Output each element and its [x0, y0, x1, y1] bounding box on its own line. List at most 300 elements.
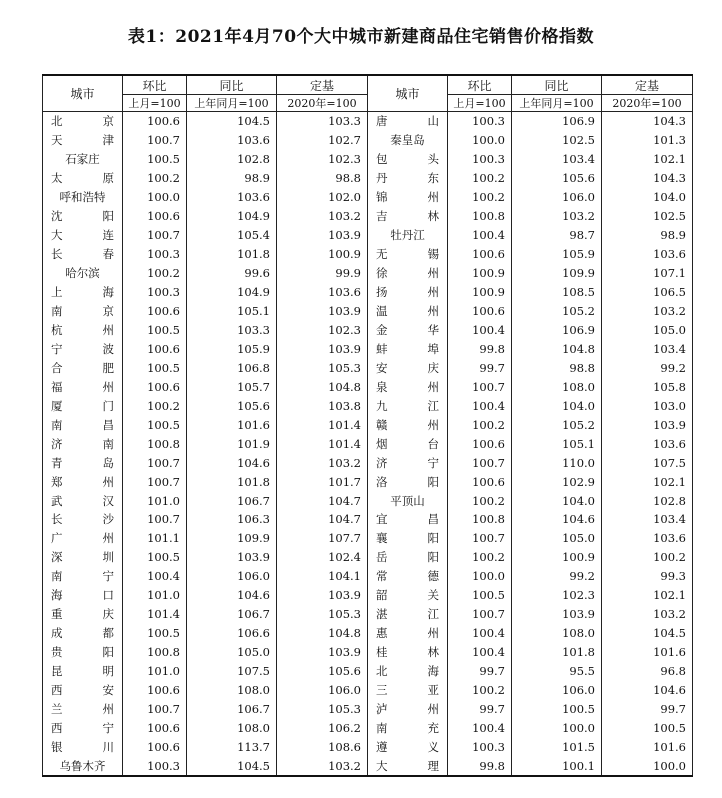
left-mom-cell: 100.5: [123, 320, 187, 339]
right-yoy-cell: 103.2: [512, 207, 602, 226]
left-city-cell: 北 京: [43, 112, 123, 131]
right-yoy-cell: 108.5: [512, 283, 602, 302]
right-city-cell: 温 州: [368, 302, 448, 321]
left-yoy-cell: 106.8: [187, 358, 277, 377]
right-yoy-cell: 100.5: [512, 700, 602, 719]
left-yoy-cell: 104.6: [187, 586, 277, 605]
table-body: [43, 112, 693, 777]
left-yoy-cell: 104.6: [187, 453, 277, 472]
right-yoy-cell: 100.1: [512, 756, 602, 776]
left-city-cell: 上 海: [43, 283, 123, 302]
left-fixed-cell: 106.2: [277, 719, 368, 738]
left-fixed-cell: 101.4: [277, 415, 368, 434]
left-mom-cell: 100.2: [123, 264, 187, 283]
left-mom-cell: 100.8: [123, 643, 187, 662]
right-fixed-cell: 98.9: [602, 226, 693, 245]
left-city-cell: 厦 门: [43, 396, 123, 415]
table-row: [43, 283, 693, 302]
right-mom-cell: 100.4: [448, 396, 512, 415]
left-mom-cell: 100.6: [123, 377, 187, 396]
right-fixed-cell: 101.3: [602, 131, 693, 150]
right-city-cell: 宜 昌: [368, 510, 448, 529]
table-row: [43, 548, 693, 567]
table-row: [43, 302, 693, 321]
right-yoy-cell: 106.0: [512, 681, 602, 700]
left-fixed-cell: 102.3: [277, 320, 368, 339]
left-yoy-cell: 106.3: [187, 510, 277, 529]
left-mom-cell: 100.0: [123, 188, 187, 207]
right-fixed-cell: 103.9: [602, 415, 693, 434]
left-yoy-cell: 101.9: [187, 434, 277, 453]
left-fixed-cell: 105.6: [277, 662, 368, 681]
right-city-cell: 襄 阳: [368, 529, 448, 548]
left-yoy-cell: 105.0: [187, 643, 277, 662]
right-mom-cell: 100.0: [448, 131, 512, 150]
right-fixed-cell: 104.3: [602, 169, 693, 188]
left-city-cell: 石家庄: [43, 150, 123, 169]
left-fixed-cell: 102.7: [277, 131, 368, 150]
right-mom-cell: 100.3: [448, 112, 512, 131]
left-fixed-cell: 103.3: [277, 112, 368, 131]
city-header-right: 城市: [368, 75, 448, 112]
left-city-cell: 南 京: [43, 302, 123, 321]
right-yoy-cell: 100.0: [512, 719, 602, 738]
table-row: [43, 719, 693, 738]
right-fixed-cell: 105.8: [602, 377, 693, 396]
left-mom-cell: 100.6: [123, 719, 187, 738]
table-row: [43, 131, 693, 150]
right-city-cell: 洛 阳: [368, 472, 448, 491]
right-yoy-cell: 104.6: [512, 510, 602, 529]
right-city-cell: 遵 义: [368, 737, 448, 756]
mom-header-right: 环比: [448, 75, 512, 95]
left-fixed-cell: 103.9: [277, 339, 368, 358]
right-city-cell: 泸 州: [368, 700, 448, 719]
right-yoy-cell: 108.0: [512, 624, 602, 643]
right-yoy-cell: 102.9: [512, 472, 602, 491]
left-yoy-cell: 106.7: [187, 491, 277, 510]
right-mom-cell: 100.4: [448, 719, 512, 738]
left-city-cell: 哈尔滨: [43, 264, 123, 283]
right-mom-cell: 100.2: [448, 415, 512, 434]
right-yoy-cell: 105.2: [512, 302, 602, 321]
left-city-cell: 合 肥: [43, 358, 123, 377]
left-city-cell: 成 都: [43, 624, 123, 643]
left-city-cell: 银 川: [43, 737, 123, 756]
right-city-cell: 北 海: [368, 662, 448, 681]
right-city-cell: 唐 山: [368, 112, 448, 131]
left-city-cell: 武 汉: [43, 491, 123, 510]
left-city-cell: 长 春: [43, 245, 123, 264]
left-fixed-cell: 101.4: [277, 434, 368, 453]
table-row: [43, 472, 693, 491]
right-mom-cell: 100.2: [448, 548, 512, 567]
table-row: [43, 756, 693, 776]
right-mom-cell: 100.4: [448, 624, 512, 643]
right-fixed-cell: 107.1: [602, 264, 693, 283]
left-yoy-cell: 106.0: [187, 567, 277, 586]
table-row: [43, 624, 693, 643]
right-yoy-cell: 105.9: [512, 245, 602, 264]
left-city-cell: 宁 波: [43, 339, 123, 358]
left-mom-cell: 100.6: [123, 302, 187, 321]
yoy-header-left: 同比: [187, 75, 277, 95]
right-yoy-cell: 104.0: [512, 491, 602, 510]
right-city-cell: 丹 东: [368, 169, 448, 188]
right-city-cell: 桂 林: [368, 643, 448, 662]
left-fixed-cell: 107.7: [277, 529, 368, 548]
right-yoy-cell: 105.0: [512, 529, 602, 548]
right-fixed-cell: 100.5: [602, 719, 693, 738]
left-fixed-cell: 103.2: [277, 453, 368, 472]
right-yoy-cell: 101.5: [512, 737, 602, 756]
left-fixed-cell: 104.7: [277, 510, 368, 529]
city-header-left: 城市: [43, 75, 123, 112]
left-fixed-cell: 103.9: [277, 643, 368, 662]
right-fixed-cell: 103.2: [602, 302, 693, 321]
fixed-base-left: 2020年=100: [277, 95, 368, 112]
right-mom-cell: 100.9: [448, 283, 512, 302]
left-fixed-cell: 102.0: [277, 188, 368, 207]
left-yoy-cell: 103.3: [187, 320, 277, 339]
right-city-cell: 金 华: [368, 320, 448, 339]
left-fixed-cell: 103.8: [277, 396, 368, 415]
left-mom-cell: 100.7: [123, 226, 187, 245]
left-city-cell: 兰 州: [43, 700, 123, 719]
left-mom-cell: 101.1: [123, 529, 187, 548]
table-row: [43, 377, 693, 396]
table-row: [43, 737, 693, 756]
left-yoy-cell: 104.9: [187, 283, 277, 302]
table-row: [43, 491, 693, 510]
left-yoy-cell: 113.7: [187, 737, 277, 756]
right-city-cell: 韶 关: [368, 586, 448, 605]
right-mom-cell: 100.7: [448, 605, 512, 624]
left-city-cell: 太 原: [43, 169, 123, 188]
left-city-cell: 南 昌: [43, 415, 123, 434]
yoy-base-right: 上年同月=100: [512, 95, 602, 112]
yoy-base-left: 上年同月=100: [187, 95, 277, 112]
left-fixed-cell: 103.9: [277, 226, 368, 245]
right-fixed-cell: 106.5: [602, 283, 693, 302]
left-mom-cell: 100.6: [123, 112, 187, 131]
left-city-cell: 大 连: [43, 226, 123, 245]
right-mom-cell: 100.3: [448, 150, 512, 169]
right-city-cell: 九 江: [368, 396, 448, 415]
left-mom-cell: 100.3: [123, 756, 187, 776]
left-fixed-cell: 101.7: [277, 472, 368, 491]
right-fixed-cell: 103.6: [602, 245, 693, 264]
right-fixed-cell: 104.5: [602, 624, 693, 643]
table-row: [43, 320, 693, 339]
right-fixed-cell: 104.0: [602, 188, 693, 207]
left-city-cell: 贵 阳: [43, 643, 123, 662]
right-mom-cell: 100.3: [448, 737, 512, 756]
left-fixed-cell: 104.8: [277, 377, 368, 396]
right-fixed-cell: 107.5: [602, 453, 693, 472]
left-city-cell: 西 宁: [43, 719, 123, 738]
right-mom-cell: 100.6: [448, 245, 512, 264]
right-fixed-cell: 105.0: [602, 320, 693, 339]
left-yoy-cell: 106.7: [187, 605, 277, 624]
right-fixed-cell: 103.0: [602, 396, 693, 415]
right-yoy-cell: 102.5: [512, 131, 602, 150]
left-fixed-cell: 99.9: [277, 264, 368, 283]
left-city-cell: 青 岛: [43, 453, 123, 472]
left-fixed-cell: 105.3: [277, 605, 368, 624]
left-fixed-cell: 108.6: [277, 737, 368, 756]
left-fixed-cell: 105.3: [277, 358, 368, 377]
right-fixed-cell: 103.6: [602, 434, 693, 453]
mom-base-left: 上月=100: [123, 95, 187, 112]
right-city-cell: 吉 林: [368, 207, 448, 226]
fixed-base-right: 2020年=100: [602, 95, 693, 112]
left-mom-cell: 100.7: [123, 700, 187, 719]
right-yoy-cell: 104.8: [512, 339, 602, 358]
right-city-cell: 南 充: [368, 719, 448, 738]
table-row: [43, 643, 693, 662]
right-city-cell: 济 宁: [368, 453, 448, 472]
left-mom-cell: 100.4: [123, 567, 187, 586]
left-mom-cell: 100.6: [123, 207, 187, 226]
right-fixed-cell: 101.6: [602, 737, 693, 756]
right-mom-cell: 100.4: [448, 320, 512, 339]
right-city-cell: 秦皇岛: [368, 131, 448, 150]
right-fixed-cell: 103.4: [602, 510, 693, 529]
right-city-cell: 锦 州: [368, 188, 448, 207]
left-mom-cell: 101.0: [123, 491, 187, 510]
left-city-cell: 郑 州: [43, 472, 123, 491]
right-mom-cell: 100.2: [448, 169, 512, 188]
right-mom-cell: 100.2: [448, 188, 512, 207]
left-mom-cell: 100.2: [123, 169, 187, 188]
left-city-cell: 广 州: [43, 529, 123, 548]
left-mom-cell: 101.0: [123, 586, 187, 605]
right-mom-cell: 99.7: [448, 662, 512, 681]
table-row: [43, 112, 693, 131]
left-mom-cell: 100.6: [123, 339, 187, 358]
left-city-cell: 长 沙: [43, 510, 123, 529]
left-mom-cell: 100.5: [123, 415, 187, 434]
right-mom-cell: 100.7: [448, 453, 512, 472]
left-mom-cell: 101.4: [123, 605, 187, 624]
table-row: [43, 245, 693, 264]
left-yoy-cell: 105.4: [187, 226, 277, 245]
right-mom-cell: 99.8: [448, 756, 512, 776]
table-row: [43, 434, 693, 453]
right-fixed-cell: 102.8: [602, 491, 693, 510]
right-mom-cell: 100.2: [448, 491, 512, 510]
left-mom-cell: 100.7: [123, 510, 187, 529]
right-mom-cell: 100.2: [448, 681, 512, 700]
left-fixed-cell: 98.8: [277, 169, 368, 188]
left-mom-cell: 100.2: [123, 396, 187, 415]
left-mom-cell: 100.7: [123, 472, 187, 491]
price-index-table: [42, 74, 693, 777]
right-fixed-cell: 103.4: [602, 339, 693, 358]
table-row: [43, 169, 693, 188]
left-city-cell: 昆 明: [43, 662, 123, 681]
left-yoy-cell: 109.9: [187, 529, 277, 548]
right-yoy-cell: 95.5: [512, 662, 602, 681]
right-fixed-cell: 96.8: [602, 662, 693, 681]
left-city-cell: 乌鲁木齐: [43, 756, 123, 776]
left-mom-cell: 100.6: [123, 737, 187, 756]
left-yoy-cell: 102.8: [187, 150, 277, 169]
left-yoy-cell: 105.1: [187, 302, 277, 321]
right-mom-cell: 100.0: [448, 567, 512, 586]
left-fixed-cell: 103.9: [277, 586, 368, 605]
right-fixed-cell: 104.6: [602, 681, 693, 700]
left-mom-cell: 100.8: [123, 434, 187, 453]
table-row: [43, 339, 693, 358]
left-fixed-cell: 104.1: [277, 567, 368, 586]
right-city-cell: 扬 州: [368, 283, 448, 302]
right-mom-cell: 99.7: [448, 700, 512, 719]
left-city-cell: 海 口: [43, 586, 123, 605]
right-yoy-cell: 106.0: [512, 188, 602, 207]
right-city-cell: 赣 州: [368, 415, 448, 434]
right-yoy-cell: 106.9: [512, 320, 602, 339]
left-yoy-cell: 101.6: [187, 415, 277, 434]
left-mom-cell: 100.3: [123, 283, 187, 302]
right-fixed-cell: 99.7: [602, 700, 693, 719]
right-yoy-cell: 103.9: [512, 605, 602, 624]
table-row: [43, 510, 693, 529]
mom-base-right: 上月=100: [448, 95, 512, 112]
left-city-cell: 杭 州: [43, 320, 123, 339]
right-yoy-cell: 98.8: [512, 358, 602, 377]
table-row: [43, 415, 693, 434]
left-fixed-cell: 102.3: [277, 150, 368, 169]
right-city-cell: 惠 州: [368, 624, 448, 643]
left-mom-cell: 100.5: [123, 150, 187, 169]
left-fixed-cell: 104.7: [277, 491, 368, 510]
right-city-cell: 平顶山: [368, 491, 448, 510]
right-city-cell: 蚌 埠: [368, 339, 448, 358]
left-yoy-cell: 103.9: [187, 548, 277, 567]
right-fixed-cell: 99.3: [602, 567, 693, 586]
left-yoy-cell: 105.6: [187, 396, 277, 415]
left-mom-cell: 100.7: [123, 131, 187, 150]
left-mom-cell: 100.5: [123, 358, 187, 377]
table-row: [43, 396, 693, 415]
left-yoy-cell: 99.6: [187, 264, 277, 283]
right-fixed-cell: 100.2: [602, 548, 693, 567]
left-yoy-cell: 103.6: [187, 131, 277, 150]
left-fixed-cell: 102.4: [277, 548, 368, 567]
fixed-header-right: 定基: [602, 75, 693, 95]
table-row: [43, 586, 693, 605]
right-mom-cell: 100.6: [448, 302, 512, 321]
left-city-cell: 呼和浩特: [43, 188, 123, 207]
table-row: [43, 567, 693, 586]
right-fixed-cell: 100.0: [602, 756, 693, 776]
table-row: [43, 662, 693, 681]
right-yoy-cell: 105.1: [512, 434, 602, 453]
right-mom-cell: 100.8: [448, 207, 512, 226]
mom-header-left: 环比: [123, 75, 187, 95]
left-yoy-cell: 106.7: [187, 700, 277, 719]
left-yoy-cell: 108.0: [187, 681, 277, 700]
left-yoy-cell: 98.9: [187, 169, 277, 188]
right-yoy-cell: 101.8: [512, 643, 602, 662]
left-yoy-cell: 105.7: [187, 377, 277, 396]
table-row: [43, 453, 693, 472]
left-mom-cell: 101.0: [123, 662, 187, 681]
right-yoy-cell: 98.7: [512, 226, 602, 245]
left-fixed-cell: 103.6: [277, 283, 368, 302]
right-yoy-cell: 109.9: [512, 264, 602, 283]
left-fixed-cell: 100.9: [277, 245, 368, 264]
left-city-cell: 重 庆: [43, 605, 123, 624]
right-fixed-cell: 102.5: [602, 207, 693, 226]
left-mom-cell: 100.3: [123, 245, 187, 264]
right-mom-cell: 99.8: [448, 339, 512, 358]
left-city-cell: 天 津: [43, 131, 123, 150]
right-city-cell: 三 亚: [368, 681, 448, 700]
right-fixed-cell: 103.2: [602, 605, 693, 624]
right-yoy-cell: 103.4: [512, 150, 602, 169]
right-city-cell: 牡丹江: [368, 226, 448, 245]
right-city-cell: 无 锡: [368, 245, 448, 264]
left-fixed-cell: 104.8: [277, 624, 368, 643]
right-fixed-cell: 102.1: [602, 150, 693, 169]
right-fixed-cell: 101.6: [602, 643, 693, 662]
left-city-cell: 西 安: [43, 681, 123, 700]
left-yoy-cell: 108.0: [187, 719, 277, 738]
left-yoy-cell: 101.8: [187, 245, 277, 264]
right-yoy-cell: 105.2: [512, 415, 602, 434]
left-fixed-cell: 103.2: [277, 756, 368, 776]
right-mom-cell: 100.9: [448, 264, 512, 283]
left-yoy-cell: 103.6: [187, 188, 277, 207]
right-yoy-cell: 100.9: [512, 548, 602, 567]
left-mom-cell: 100.5: [123, 624, 187, 643]
left-yoy-cell: 104.5: [187, 756, 277, 776]
right-city-cell: 烟 台: [368, 434, 448, 453]
right-yoy-cell: 108.0: [512, 377, 602, 396]
right-city-cell: 安 庆: [368, 358, 448, 377]
left-city-cell: 沈 阳: [43, 207, 123, 226]
right-yoy-cell: 110.0: [512, 453, 602, 472]
left-city-cell: 深 圳: [43, 548, 123, 567]
right-fixed-cell: 104.3: [602, 112, 693, 131]
table-row: [43, 150, 693, 169]
right-mom-cell: 100.5: [448, 586, 512, 605]
fixed-header-left: 定基: [277, 75, 368, 95]
right-mom-cell: 100.8: [448, 510, 512, 529]
left-fixed-cell: 103.2: [277, 207, 368, 226]
yoy-header-right: 同比: [512, 75, 602, 95]
right-mom-cell: 100.4: [448, 643, 512, 662]
right-mom-cell: 99.7: [448, 358, 512, 377]
left-yoy-cell: 104.9: [187, 207, 277, 226]
right-city-cell: 常 德: [368, 567, 448, 586]
right-city-cell: 湛 江: [368, 605, 448, 624]
table-row: [43, 529, 693, 548]
right-city-cell: 大 理: [368, 756, 448, 776]
right-yoy-cell: 106.9: [512, 112, 602, 131]
right-mom-cell: 100.4: [448, 226, 512, 245]
right-yoy-cell: 99.2: [512, 567, 602, 586]
left-city-cell: 南 宁: [43, 567, 123, 586]
table-row: [43, 226, 693, 245]
table-row: [43, 605, 693, 624]
left-yoy-cell: 107.5: [187, 662, 277, 681]
right-yoy-cell: 104.0: [512, 396, 602, 415]
right-fixed-cell: 99.2: [602, 358, 693, 377]
